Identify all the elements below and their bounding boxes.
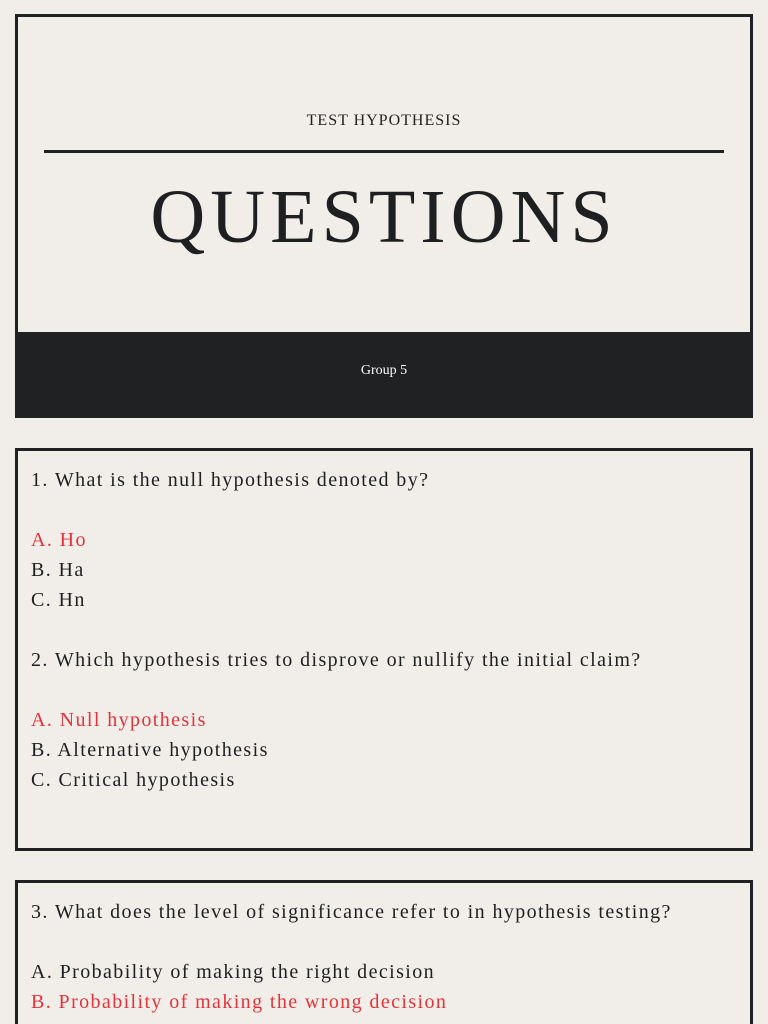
question-text: 3. What does the level of significance refer to in hypothesis testing? (31, 901, 672, 923)
divider-rule (44, 150, 724, 153)
option-correct: A. Null hypothesis (31, 709, 207, 731)
option: C. Hn (31, 589, 86, 611)
question-card-2 (15, 880, 753, 1024)
title-slide (15, 14, 753, 418)
option-correct: A. Ho (31, 529, 87, 551)
question-text: 2. Which hypothesis tries to disprove or nullify the initial claim? (31, 649, 642, 671)
question-card-1 (15, 448, 753, 851)
option: B. Ha (31, 559, 85, 581)
option: C. Critical hypothesis (31, 769, 236, 791)
option-correct: B. Probability of making the wrong decision (31, 991, 448, 1013)
option: A. Probability of making the right decision (31, 961, 436, 983)
slide-kicker: TEST HYPOTHESIS (306, 112, 462, 129)
slide-title: QUESTIONS (150, 175, 618, 259)
title-footer-band (18, 332, 750, 415)
question-text: 1. What is the null hypothesis denoted by? (31, 469, 430, 491)
group-label: Group 5 (360, 363, 408, 378)
option: B. Alternative hypothesis (31, 739, 269, 761)
